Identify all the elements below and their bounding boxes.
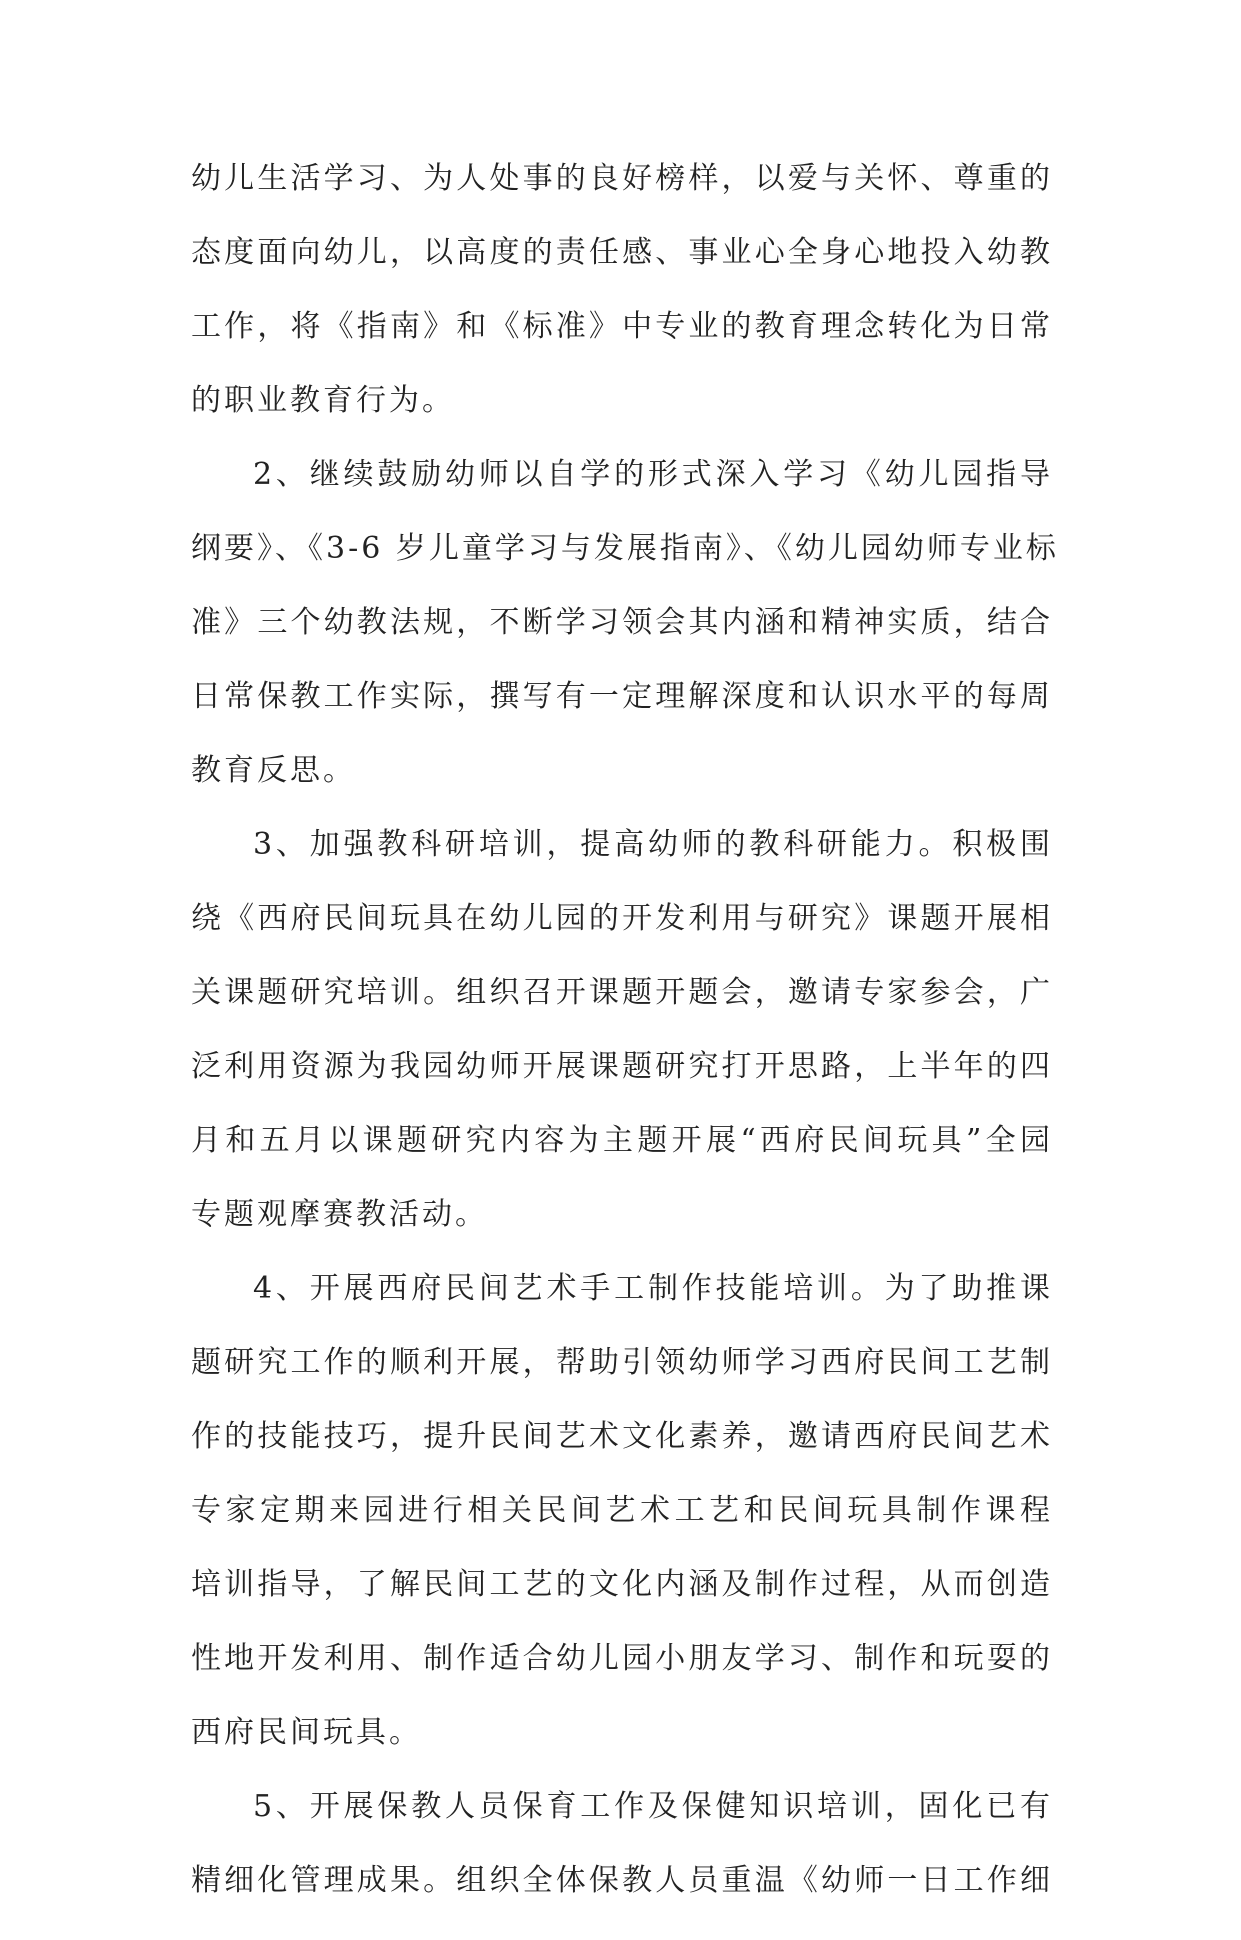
- text-line: 日常保教工作实际，撰写有一定理解深度和认识水平的每周: [191, 679, 1053, 714]
- text-line: 性地开发利用、制作适合幼儿园小朋友学习、制作和玩耍的: [191, 1641, 1053, 1676]
- text-line: 关课题研究培训。组织召开课题开题会，邀请专家参会，广: [191, 975, 1053, 1010]
- text-line: 泛利用资源为我园幼师开展课题研究打开思路，上半年的四: [191, 1049, 1053, 1084]
- text-line: 态度面向幼儿，以高度的责任感、事业心全身心地投入幼教: [191, 235, 1053, 270]
- text-line: 绕《西府民间玩具在幼儿园的开发利用与研究》课题开展相: [191, 901, 1053, 936]
- paragraph-first-line: 4、开展西府民间艺术手工制作技能培训。为了助推课: [253, 1271, 1053, 1306]
- text-line: 教育反思。: [191, 753, 356, 788]
- text-line: 专题观摩赛教活动。: [191, 1197, 488, 1232]
- text-line: 精细化管理成果。组织全体保教人员重温《幼师一日工作细: [191, 1863, 1053, 1898]
- text-line: 题研究工作的顺利开展，帮助引领幼师学习西府民间工艺制: [191, 1345, 1053, 1380]
- text-line: 准》三个幼教法规，不断学习领会其内涵和精神实质，结合: [191, 605, 1053, 640]
- text-line: 幼儿生活学习、为人处事的良好榜样，以爱与关怀、尊重的: [191, 161, 1053, 196]
- paragraph-first-line: 2、继续鼓励幼师以自学的形式深入学习《幼儿园指导: [253, 457, 1053, 492]
- text-line: 作的技能技巧，提升民间艺术文化素养，邀请西府民间艺术: [191, 1419, 1053, 1454]
- text-line: 西府民间玩具。: [191, 1715, 422, 1750]
- text-line: 培训指导，了解民间工艺的文化内涵及制作过程，从而创造: [191, 1567, 1053, 1602]
- text-line: 纲要》、《3-6 岁儿童学习与发展指南》、《幼儿园幼师专业标: [191, 531, 1059, 566]
- paragraph-first-line: 5、开展保教人员保育工作及保健知识培训，固化已有: [253, 1789, 1053, 1824]
- paragraph-first-line: 3、加强教科研培训，提高幼师的教科研能力。积极围: [253, 827, 1053, 862]
- text-line: 专家定期来园进行相关民间艺术工艺和民间玩具制作课程: [191, 1493, 1053, 1528]
- text-line: 月和五月以课题研究内容为主题开展“西府民间玩具”全园: [191, 1123, 1053, 1158]
- document-body: [191, 161, 1059, 1940]
- text-line: 工作，将《指南》和《标准》中专业的教育理念转化为日常: [191, 309, 1053, 344]
- text-line: 的职业教育行为。: [191, 383, 455, 418]
